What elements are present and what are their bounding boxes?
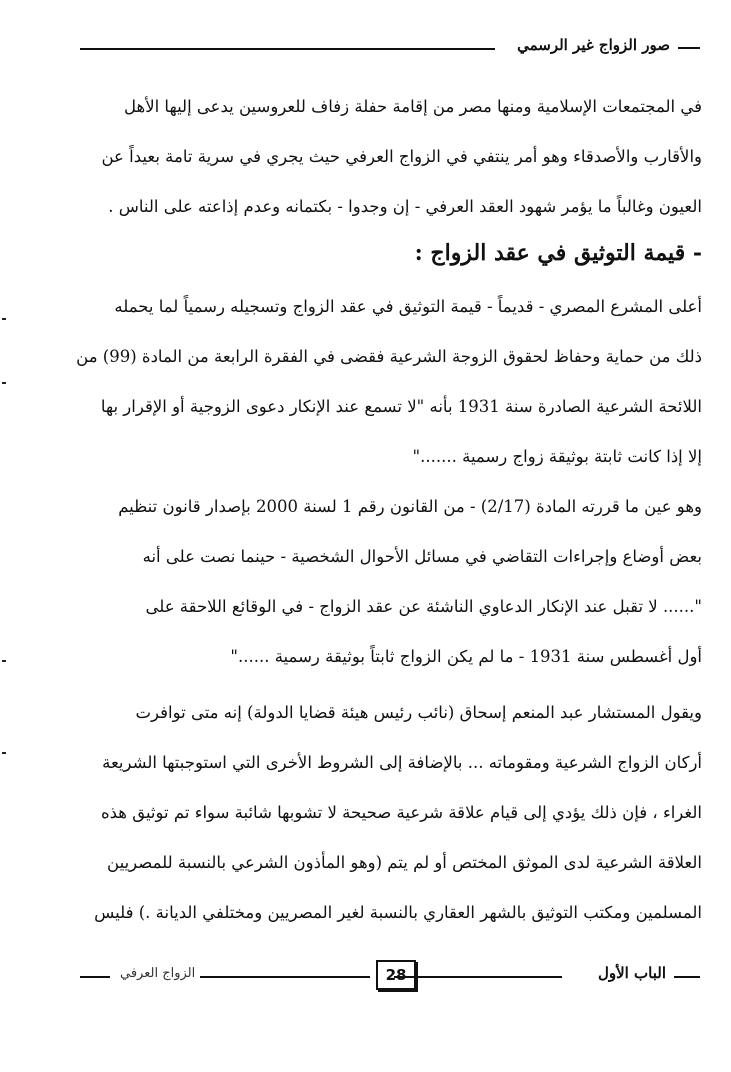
footer-chapter: الباب الأول (597, 964, 666, 982)
footer-rule (200, 976, 370, 978)
footer-dash (80, 976, 110, 978)
text-line: الغراء ، فإن ذلك يؤدي إلى قيام علاقة شرعية صحيحة لا تشوبها شائبة سواء تم توثيق هذه (100, 803, 702, 822)
text-line: بعض أوضاع وإجراءات التقاضي في مسائل الأحوال الشخصية - حينما نصت على أنه (142, 547, 702, 566)
scan-mark (2, 752, 6, 754)
text-line: إلا إذا كانت ثابتة بوثيقة زواج رسمية ......." (412, 447, 702, 466)
header-dash (678, 47, 700, 49)
text-line: العلاقة الشرعية لدى الموثق المختص أو لم يتم (وهو المأذون الشرعي بالنسبة للمصريين (107, 853, 702, 872)
text-line: ذلك من حماية وحفاظ لحقوق الزوجة الشرعية فقضى في الفقرة الرابعة من المادة (99) من (76, 347, 702, 366)
text-line: والأقارب والأصدقاء وهو أمر ينتفي في الزواج العرفي حيث يجري في سرية تامة بعيداً عن (101, 147, 702, 166)
footer-rule (394, 976, 562, 978)
text-line: المسلمين ومكتب التوثيق بالشهر العقاري بالنسبة لغير المصريين ومختلفي الديانة .) فليس (94, 903, 702, 922)
scan-mark (2, 382, 6, 384)
text-line: اللائحة الشرعية الصادرة سنة 1931 بأنه "لا تسمع عند الإنكار دعوى الزوجية أو الإقرار بها (100, 397, 702, 416)
footer-book-title: الزواج العرفي (120, 966, 196, 981)
running-header (80, 34, 700, 62)
scan-mark (2, 318, 6, 320)
text-line: العيون وغالباً ما يؤمر شهود العقد العرفي - إن وجدوا - بكتمانه وعدم إذاعته على الناس . (108, 197, 702, 216)
text-line: في المجتمعات الإسلامية ومنها مصر من إقامة حفلة زفاف للعروسين يدعى إليها الأهل (124, 97, 702, 116)
text-line: أركان الزواج الشرعية ومقوماته ... بالإضافة إلى الشروط الأخرى التي استوجبتها الشريعة (102, 753, 702, 772)
scan-mark (2, 660, 6, 662)
text-line: "...... لا تقبل عند الإنكار الدعاوي الناشئة عن عقد الزواج - في الوقائع اللاحقة على (145, 597, 702, 616)
running-footer (80, 962, 700, 992)
footer-dash (674, 976, 700, 978)
text-line: ويقول المستشار عبد المنعم إسحاق (نائب رئيس هيئة قضايا الدولة) إنه متى توافرت (135, 703, 702, 722)
header-title: صور الزواج غير الرسمي (517, 36, 670, 54)
text-line: أعلى المشرع المصري - قديماً - قيمة التوثيق في عقد الزواج وتسجيله رسمياً لما يحمله (114, 297, 702, 316)
header-rule (80, 48, 495, 50)
section-heading: - قيمة التوثيق في عقد الزواج : (414, 240, 702, 266)
text-line: وهو عين ما قررته المادة (2/17) - من القانون رقم 1 لسنة 2000 بإصدار قانون تنظيم (118, 497, 702, 516)
page-number: 28 (376, 960, 416, 990)
text-line: أول أغسطس سنة 1931 - ما لم يكن الزواج ثابتاً بوثيقة رسمية ......" (230, 647, 702, 666)
